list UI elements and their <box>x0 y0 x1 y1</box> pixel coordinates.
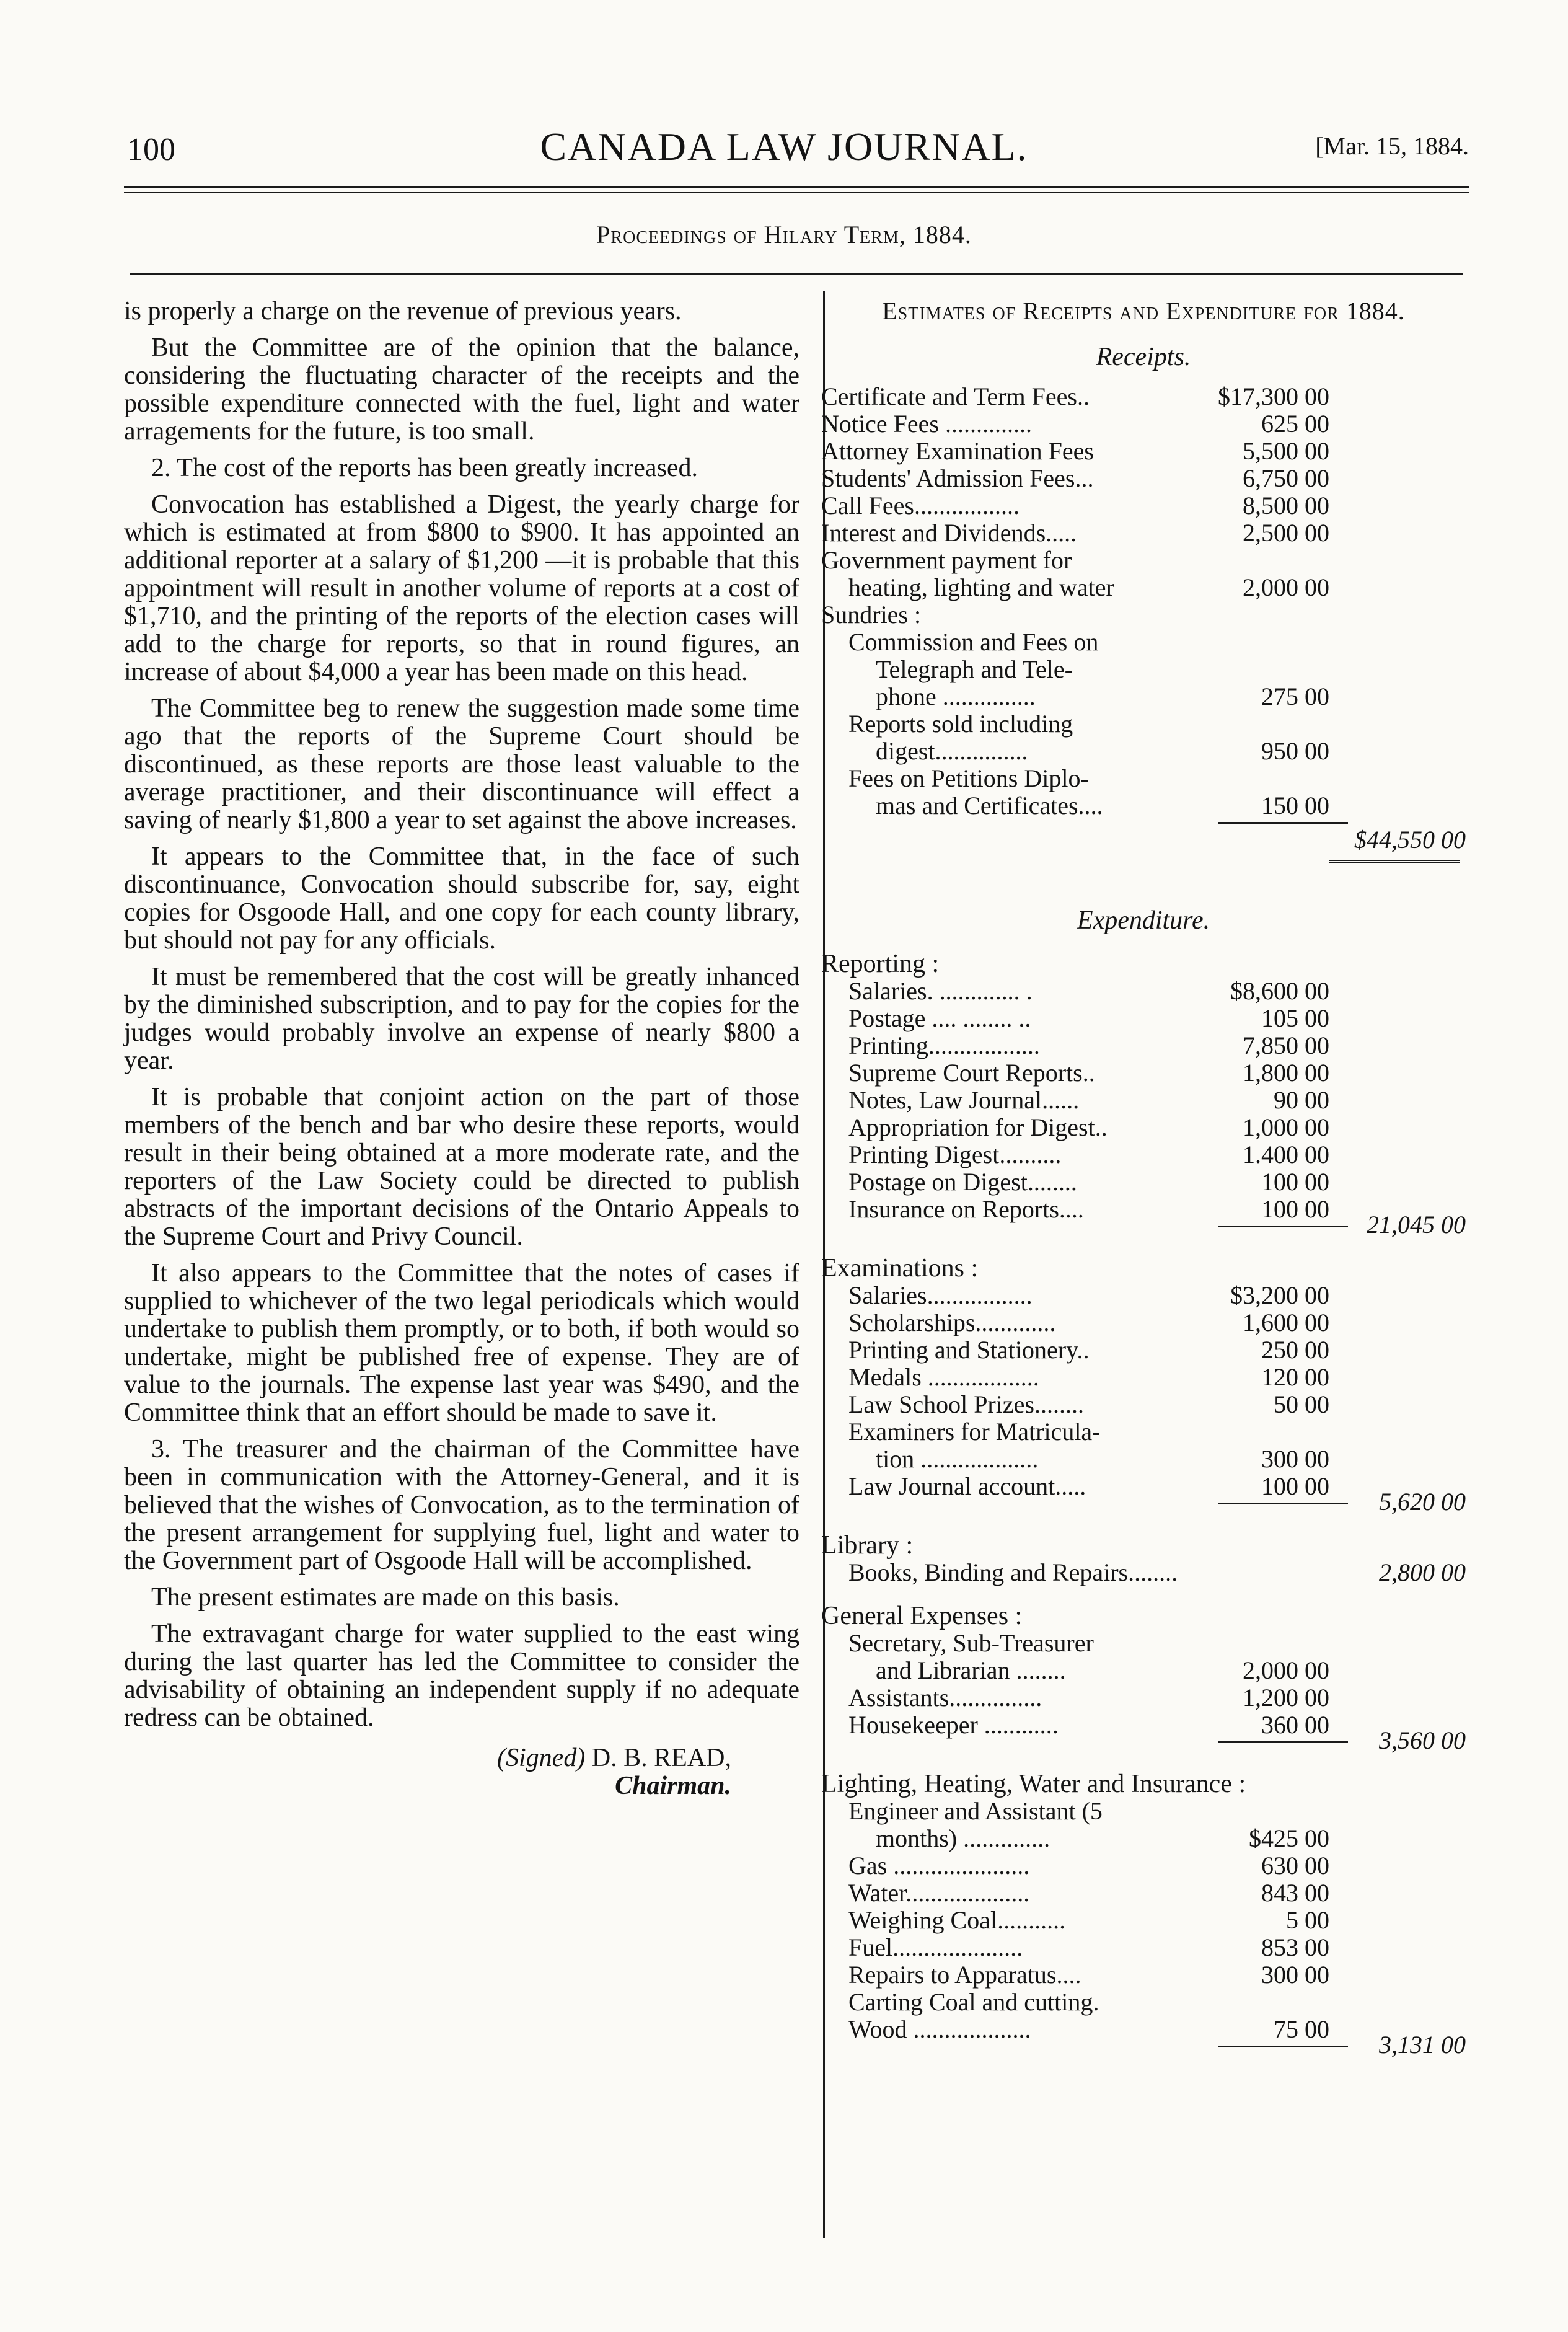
expenditure-row <box>821 1879 1466 1907</box>
expenditure-amount: 100 00 <box>1261 1195 1329 1223</box>
receipt-amount: 950 00 <box>1261 737 1329 765</box>
expenditure-label: Repairs to Apparatus.... <box>848 1961 1081 1989</box>
expenditure-label: Law School Prizes........ <box>848 1390 1084 1418</box>
expenditure-label: Scholarships............. <box>848 1309 1056 1336</box>
report-paragraph: Convocation has established a Digest, the yearly charge for which is estimated at from $800 to $900. It has appointed an additional reporter at a salary of $1,200 —it is probable that this appointment will result in another volume of reports at a cost of $1,710, and the printing of the reports of the election cases will add to the charge for reports, so that in round figures, an increase of about $4,000 a year has been made on this head. <box>124 490 799 686</box>
expenditure-category: Examinations : <box>821 1254 979 1283</box>
expenditure-label: Printing Digest.......... <box>848 1141 1062 1168</box>
receipt-label: Interest and Dividends..... <box>821 519 1077 547</box>
expenditure-amount: 1,000 00 <box>1243 1113 1329 1141</box>
expenditure-amount: 843 00 <box>1261 1879 1329 1907</box>
category-total: 2,800 00 <box>1379 1558 1466 1586</box>
receipt-label: Call Fees................. <box>821 492 1020 519</box>
expenditure-row <box>821 1418 1466 1446</box>
expenditure-label: Books, Binding and Repairs........ <box>848 1558 1178 1586</box>
expenditure-label: Medals .................. <box>848 1363 1039 1391</box>
receipt-row <box>821 438 1466 465</box>
receipt-row <box>821 792 1466 819</box>
signed-label: (Signed) <box>497 1744 586 1772</box>
expenditure-amount: 1,800 00 <box>1243 1059 1329 1087</box>
expenditure-row <box>821 1391 1466 1418</box>
receipt-row <box>821 492 1466 519</box>
expenditure-row <box>821 1114 1466 1141</box>
page-number: 100 <box>127 132 175 167</box>
expenditure-label: Carting Coal and cutting. <box>848 1988 1099 2016</box>
receipt-row <box>821 765 1466 792</box>
section-subheading: Proceedings of Hilary Term, 1884. <box>596 221 972 249</box>
expenditure-label: Supreme Court Reports.. <box>848 1059 1095 1087</box>
expenditure-amount: 853 00 <box>1261 1933 1329 1961</box>
report-paragraph: is properly a charge on the revenue of previous years. <box>124 297 682 325</box>
receipt-amount: $17,300 00 <box>1218 382 1329 410</box>
receipt-amount: 150 00 <box>1261 792 1329 819</box>
header-rule-bottom <box>124 192 1469 193</box>
expenditure-row <box>821 1005 1466 1032</box>
report-paragraph: 3. The treasurer and the chairman of the Committee have been in communication with the Attorney-General, and it is believed that the wishes of Convocation, as to the termination of the present arrangement for supplying fuel, light and water to the Government part of Osgoode Hall will be accomplished. <box>124 1435 799 1575</box>
committee-report-text <box>124 298 799 1732</box>
receipt-label: Attorney Examination Fees <box>821 437 1094 465</box>
expenditure-row <box>821 1989 1466 2016</box>
expenditure-amount: 120 00 <box>1261 1363 1329 1391</box>
issue-date: [Mar. 15, 1884. <box>1315 132 1469 160</box>
signature-block <box>124 1744 799 1800</box>
receipt-amount: 625 00 <box>1261 410 1329 438</box>
expenditure-row <box>821 1282 1466 1309</box>
expenditure-amount: 1,600 00 <box>1243 1309 1329 1336</box>
receipt-row <box>821 738 1466 765</box>
expenditure-label: Examiners for Matricula- <box>848 1418 1101 1446</box>
receipt-label: heating, lighting and water <box>848 573 1114 601</box>
expenditure-label: Insurance on Reports.... <box>848 1195 1084 1223</box>
receipt-row <box>821 465 1466 492</box>
expenditure-amount: 90 00 <box>1274 1086 1329 1114</box>
receipt-row <box>821 547 1466 574</box>
report-paragraph: But the Committee are of the opinion that the balance, considering the fluctuating character of the receipts and the possible expenditure connected with the fuel, light and water arragements for the future, is too small. <box>124 333 799 446</box>
expenditure-label: Salaries. ............. . <box>848 977 1033 1005</box>
estimates-column <box>821 298 1466 2059</box>
category-total: 21,045 00 <box>1367 1211 1466 1239</box>
expenditure-row <box>821 1168 1466 1196</box>
receipt-label: Telegraph and Tele- <box>876 655 1073 683</box>
expenditure-label: tion ................... <box>876 1445 1039 1473</box>
report-paragraph: 2. The cost of the reports has been greatly increased. <box>151 454 698 482</box>
report-paragraph: The present estimates are made on this basis. <box>151 1583 620 1612</box>
expenditure-label: Appropriation for Digest.. <box>848 1113 1108 1141</box>
expenditure-amount: 630 00 <box>1261 1852 1329 1879</box>
expenditure-category: Lighting, Heating, Water and Insurance : <box>821 1770 1246 1798</box>
category-total: 3,131 00 <box>1379 2031 1466 2059</box>
receipt-row <box>821 683 1466 710</box>
expenditure-amount: 1.400 00 <box>1243 1141 1329 1168</box>
left-column <box>124 298 799 1800</box>
expenditure-category: General Expenses : <box>821 1602 1023 1630</box>
receipts-double-rule <box>1329 860 1460 863</box>
expenditure-amount: 2,000 00 <box>1243 1656 1329 1684</box>
expenditure-row <box>821 1684 1466 1711</box>
receipt-label: Notice Fees .............. <box>821 410 1032 438</box>
expenditure-row <box>821 1364 1466 1391</box>
expenditure-row <box>821 1798 1466 1825</box>
receipts-title: Receipts. <box>1096 343 1191 371</box>
expenditure-table <box>821 950 1466 2059</box>
receipt-amount: 6,750 00 <box>1243 464 1329 492</box>
receipt-row <box>821 574 1466 601</box>
expenditure-amount: $425 00 <box>1249 1824 1329 1852</box>
report-paragraph: It also appears to the Committee that the notes of cases if supplied to whichever of the two legal periodicals which would undertake to publish them promptly, or to both, if both would so undertake, might be published free of expense. They are of value to the journals. The expense last year was $490, and the Committee think that an effort should be made to save it. <box>124 1259 799 1427</box>
category-total: 3,560 00 <box>1379 1726 1466 1754</box>
expenditure-label: Notes, Law Journal...... <box>848 1086 1080 1114</box>
expenditure-label: Printing and Stationery.. <box>848 1336 1090 1364</box>
receipt-label: phone ............... <box>876 682 1036 710</box>
expenditure-label: Postage on Digest........ <box>848 1168 1077 1196</box>
receipt-label: Sundries : <box>821 601 922 629</box>
expenditure-label: Water.................... <box>848 1879 1030 1907</box>
receipt-label: Reports sold including <box>848 710 1073 738</box>
expenditure-label: Secretary, Sub-Treasurer <box>848 1629 1094 1657</box>
report-paragraph: It appears to the Committee that, in the face of such discontinuance, Convocation should subscribe for, say, eight copies for Osgoode Hall, and one copy for each county library, but should not pay for any officials. <box>124 842 799 955</box>
receipt-row <box>821 601 1466 629</box>
expenditure-row <box>821 1032 1466 1059</box>
expenditure-amount: 5 00 <box>1286 1906 1329 1934</box>
expenditure-row <box>821 1630 1466 1657</box>
expenditure-label: and Librarian ........ <box>876 1656 1066 1684</box>
expenditure-amount: 100 00 <box>1261 1168 1329 1196</box>
expenditure-label: Law Journal account..... <box>848 1472 1086 1500</box>
expenditure-row <box>821 1825 1466 1852</box>
receipt-amount: 8,500 00 <box>1243 492 1329 519</box>
expenditure-label: Postage .... ........ .. <box>848 1004 1031 1032</box>
receipt-amount: 5,500 00 <box>1243 437 1329 465</box>
receipt-row <box>821 629 1466 656</box>
receipt-label: Government payment for <box>821 546 1072 574</box>
expenditure-amount: 100 00 <box>1261 1472 1329 1500</box>
expenditure-amount: 250 00 <box>1261 1336 1329 1364</box>
expenditure-amount: 360 00 <box>1261 1711 1329 1739</box>
receipts-total-line <box>821 826 1466 854</box>
expenditure-row <box>821 1446 1466 1473</box>
expenditure-label: months) .............. <box>876 1824 1050 1852</box>
expenditure-amount: 105 00 <box>1261 1004 1329 1032</box>
receipts-table <box>821 383 1466 819</box>
receipt-row <box>821 656 1466 683</box>
expenditure-amount: $8,600 00 <box>1230 977 1329 1005</box>
expenditure-row <box>821 1087 1466 1114</box>
category-total: 5,620 00 <box>1379 1488 1466 1516</box>
expenditure-label: Engineer and Assistant (5 <box>848 1797 1103 1825</box>
report-paragraph: It must be remembered that the cost will be greatly inhanced by the diminished subscription, and to pay for the copies for the judges would probably involve an expense of nearly $800 a year. <box>124 963 799 1075</box>
expenditure-amount: $3,200 00 <box>1230 1281 1329 1309</box>
expenditure-row <box>821 1141 1466 1168</box>
expenditure-row <box>821 1961 1466 1989</box>
expenditure-amount: 1,200 00 <box>1243 1684 1329 1711</box>
expenditure-label: Gas ...................... <box>848 1852 1030 1879</box>
receipt-label: Certificate and Term Fees.. <box>821 382 1090 410</box>
receipt-row <box>821 710 1466 738</box>
expenditure-amount: 75 00 <box>1274 2015 1329 2043</box>
receipts-total: $44,550 00 <box>1354 826 1466 854</box>
expenditure-row <box>821 1852 1466 1879</box>
expenditure-amount: 300 00 <box>1261 1961 1329 1989</box>
expenditure-row <box>821 1907 1466 1934</box>
expenditure-label: Wood ................... <box>848 2015 1031 2043</box>
receipt-amount: 2,500 00 <box>1243 519 1329 547</box>
report-paragraph: It is probable that conjoint action on the part of those members of the bench and bar who desire these reports, would result in their being obtained at a more moderate rate, and the reporters of the Law Society could be directed to publish abstracts of the important decisions of the Ontario Appeals to the Supreme Court and Privy Council. <box>124 1083 799 1251</box>
receipt-label: Commission and Fees on <box>848 628 1099 656</box>
expenditure-amount: 7,850 00 <box>1243 1031 1329 1059</box>
expenditure-label: Housekeeper ............ <box>848 1711 1059 1739</box>
receipt-label: Students' Admission Fees... <box>821 464 1094 492</box>
expenditure-label: Printing.................. <box>848 1031 1040 1059</box>
expenditure-label: Fuel..................... <box>848 1933 1023 1961</box>
report-paragraph: The Committee beg to renew the suggestion made some time ago that the reports of the Supreme Court should be discontinued, as these reports are those least valuable to the average practitioner, and their discontinuance will effect a saving of nearly $1,800 a year to set against the above increases. <box>124 694 799 834</box>
receipt-row <box>821 519 1466 547</box>
expenditure-amount: 300 00 <box>1261 1445 1329 1473</box>
estimates-heading: Estimates of Receipts and Expenditure for 1884. <box>882 297 1405 325</box>
journal-title: CANADA LAW JOURNAL. <box>540 125 1028 169</box>
expenditure-row <box>821 1934 1466 1961</box>
receipt-row <box>821 383 1466 410</box>
signatory-name: D. B. READ, <box>591 1744 731 1772</box>
receipt-amount: 275 00 <box>1261 682 1329 710</box>
expenditure-row <box>821 1059 1466 1087</box>
expenditure-title: Expenditure. <box>1077 906 1210 935</box>
expenditure-row <box>821 1309 1466 1336</box>
report-paragraph: The extravagant charge for water supplied to the east wing during the last quarter has led the Committee to consider the advisability of obtaining an independent supply if no adequate redress can be obtained. <box>124 1620 799 1732</box>
receipt-label: Fees on Petitions Diplo- <box>848 764 1089 792</box>
expenditure-label: Weighing Coal........... <box>848 1906 1066 1934</box>
signatory-title: Chairman. <box>615 1772 731 1800</box>
receipt-row <box>821 410 1466 438</box>
expenditure-category: Reporting : <box>821 950 940 978</box>
receipt-label: mas and Certificates.... <box>876 792 1103 819</box>
expenditure-label: Salaries................. <box>848 1281 1033 1309</box>
expenditure-row <box>821 1657 1466 1684</box>
receipt-amount: 2,000 00 <box>1243 573 1329 601</box>
header-rule-top <box>124 186 1469 188</box>
expenditure-row <box>821 1336 1466 1364</box>
receipt-label: digest............... <box>876 737 1028 765</box>
expenditure-label: Assistants............... <box>848 1684 1042 1711</box>
subheading-rule <box>130 273 1463 275</box>
expenditure-amount: 50 00 <box>1274 1390 1329 1418</box>
expenditure-category: Library : <box>821 1531 914 1560</box>
expenditure-row <box>821 978 1466 1005</box>
receipts-subtotal-rule <box>1218 822 1348 824</box>
